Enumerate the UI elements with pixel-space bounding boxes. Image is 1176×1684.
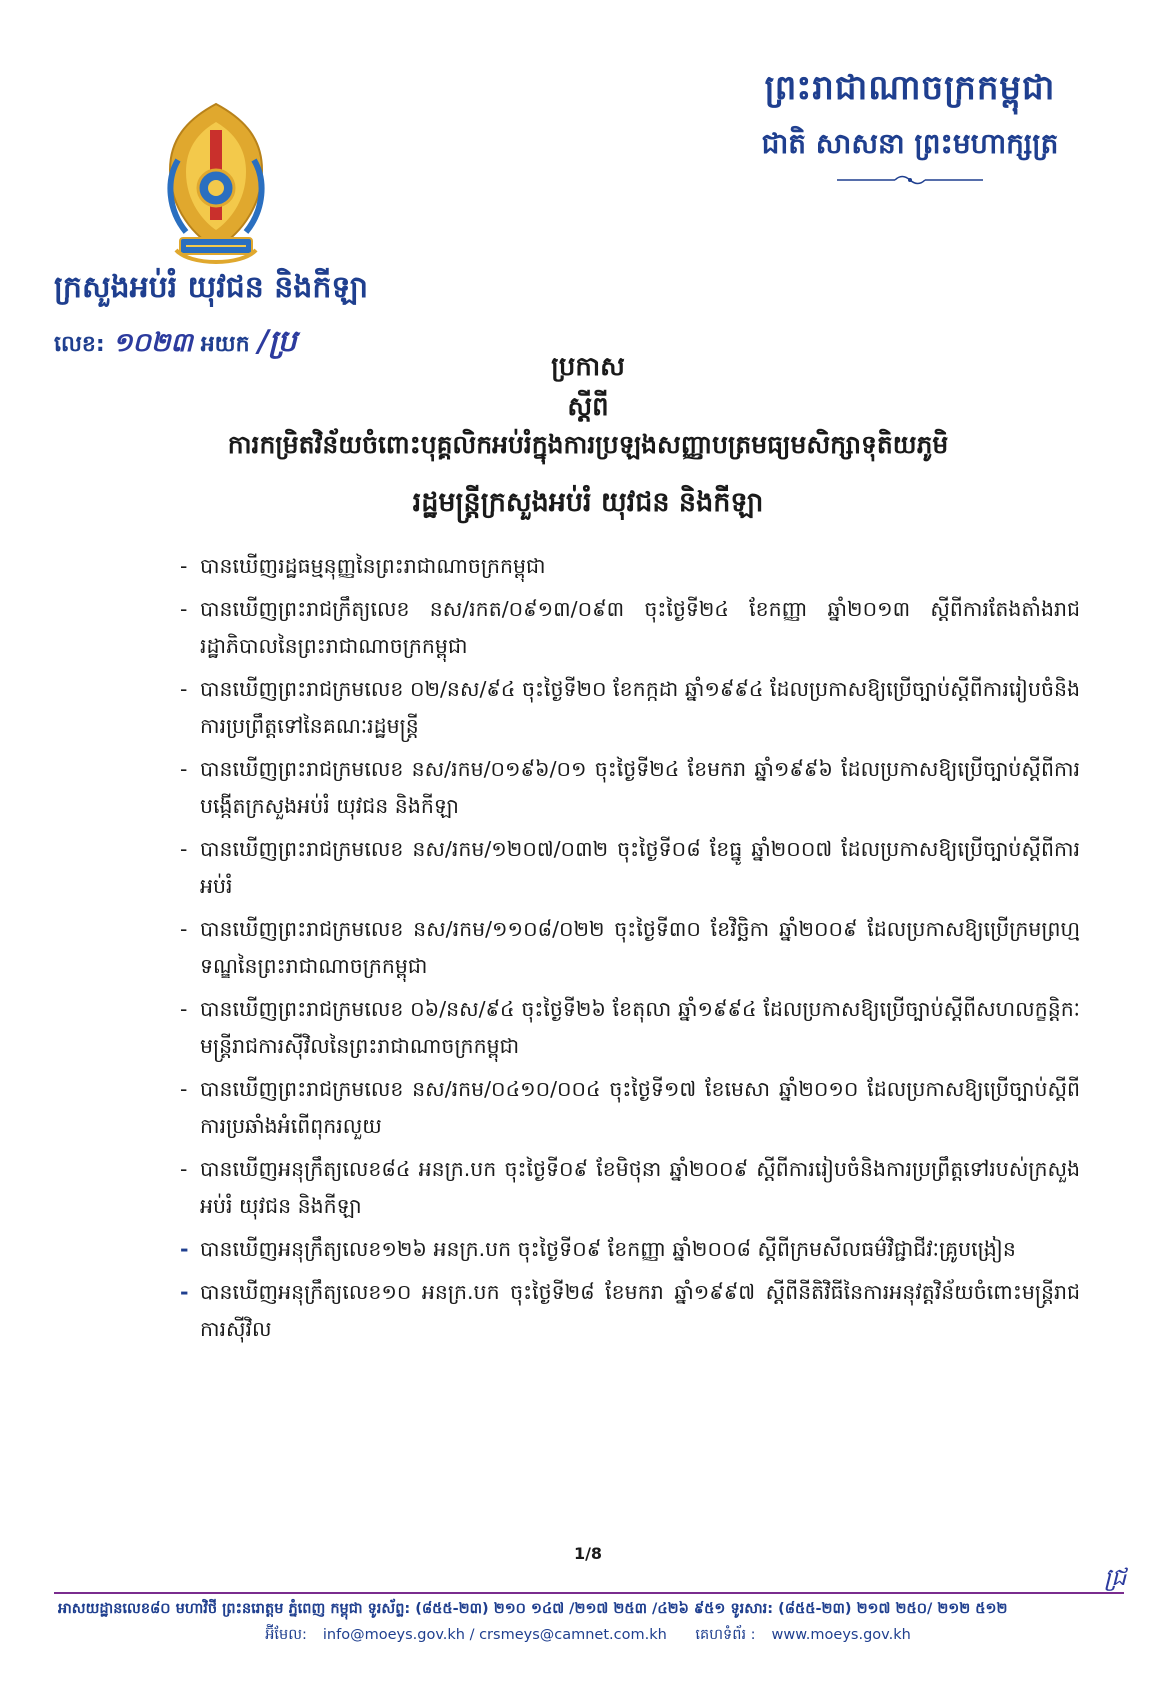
number-label: លេខ:	[54, 332, 105, 357]
list-item: - បានឃើញព្រះរាជក្រឹត្យលេខ នស/រកត/០៩១៣/០៩៣ ចុះថ្ងៃទី២៤ ខែកញ្ញា ឆ្នាំ២០១៣ ស្ដីពីការតែងតាំងរាជរដ្ឋាភិបាលនៃព្រះរាជាណាចក្រកម្ពុជា	[180, 591, 1080, 665]
list-item: - បានឃើញព្រះរាជក្រមលេខ នស/រកម/១១០៨/០២២ ចុះថ្ងៃទី៣០ ខែវិច្ឆិកា ឆ្នាំ២០០៩ ដែលប្រកាសឱ្យប្រើក្រមព្រហ្មទណ្ឌនៃព្រះរាជាណាចក្រកម្ពុជា	[180, 911, 1080, 985]
kingdom-header	[700, 66, 1120, 191]
footer-divider	[54, 1592, 1124, 1594]
issuer-title: រដ្ឋមន្ត្រីក្រសួងអប់រំ យុវជន និងកីឡា	[412, 487, 764, 518]
list-item: - បានឃើញព្រះរាជក្រមលេខ នស/រកម/០៤១០/០០៤ ចុះថ្ងៃទី១៧ ខែមេសា ឆ្នាំ២០១០ ដែលប្រកាសឱ្យប្រើច្បាប់ស្ដីពីការប្រឆាំងអំពើពុករលួយ	[180, 1071, 1080, 1145]
list-item: - បានឃើញព្រះរាជក្រមលេខ នស/រកម/១២០៧/០៣២ ចុះថ្ងៃទី០៨ ខែធ្នូ ឆ្នាំ២០០៧ ដែលប្រកាសឱ្យប្រើច្បាប់ស្ដីពីការអប់រំ	[180, 831, 1080, 905]
footer-contact	[0, 1626, 1176, 1647]
considerations-list	[180, 548, 1080, 1354]
email-link[interactable]: info@moeys.gov.kh / crsmeys@camnet.com.kh	[322, 1627, 667, 1643]
ministry-emblem-icon	[156, 100, 276, 272]
footer-address: អាសយដ្ឋានលេខ៨០ មហាវិថី ព្រះនរោត្តម ភ្នំពេញ កម្ពុជា ទូរស័ព្ទ: (៨៥៥-២៣) ២១០ ១៤៧ /២១៧ ២៥៣ /៤២៦ ៩៥១ ទូរសារ: (៨៥៥-២៣) ២១៧ ២៥០/ ២១២ ៥១២	[58, 1601, 1008, 1617]
document-about: ស្ដីពី	[567, 392, 609, 422]
list-item: - បានឃើញអនុក្រឹត្យលេខ៨៤ អនក្រ.បក ចុះថ្ងៃទី០៩ ខែមិថុនា ឆ្នាំ២០០៩ ស្ដីពីការរៀបចំនិងការប្រព្រឹត្តទៅរបស់ក្រសួងអប់រំ យុវជន និងកីឡា	[180, 1151, 1080, 1225]
number-value: ១០២៣	[112, 328, 193, 358]
list-item: - បានឃើញអនុក្រឹត្យលេខ១០ អនក្រ.បក ចុះថ្ងៃទី២៨ ខែមករា ឆ្នាំ១៩៩៧ ស្ដីពីនីតិវិធីនៃការអនុវត្តវិន័យចំពោះមន្ត្រីរាជការស៊ីវិល	[180, 1274, 1080, 1348]
national-motto: ជាតិ សាសនា ព្រះមហាក្សត្រ	[761, 127, 1059, 160]
list-item: - បានឃើញអនុក្រឹត្យលេខ១២៦ អនក្រ.បក ចុះថ្ងៃទី០៩ ខែកញ្ញា ឆ្នាំ២០០៨ ស្ដីពីក្រមសីលធម៌វិជ្ជាជីវៈគ្រូបង្រៀន	[180, 1231, 1080, 1268]
document-type: ប្រកាស	[551, 352, 625, 382]
list-item: - បានឃើញព្រះរាជក្រមលេខ នស/រកម/០១៩៦/០១ ចុះថ្ងៃទី២៤ ខែមករា ឆ្នាំ១៩៩៦ ដែលប្រកាសឱ្យប្រើច្បាប់ស្ដីពីការបង្កើតក្រសួងអប់រំ យុវជន និងកីឡា	[180, 751, 1080, 825]
kingdom-title: ព្រះរាជាណាចក្រកម្ពុជា	[764, 68, 1056, 108]
document-subject: ការកម្រិតវិន័យចំពោះបុគ្គលិកអប់រំក្នុងការប្រឡងសញ្ញាបត្រមធ្យមសិក្សាទុតិយភូមិ	[227, 430, 949, 459]
handwritten-initials: ជ្រ	[1104, 1563, 1127, 1591]
website-link[interactable]: www.moeys.gov.kh	[771, 1627, 911, 1643]
email-label: អ៊ីមែល:	[265, 1627, 307, 1643]
list-item: - បានឃើញព្រះរាជក្រមលេខ ០៦/នស/៩៤ ចុះថ្ងៃទី២៦ ខែតុលា ឆ្នាំ១៩៩៤ ដែលប្រកាសឱ្យប្រើច្បាប់ស្ដីពីសហលក្ខន្តិកៈមន្ត្រីរាជការស៊ីវិលនៃព្រះរាជាណាចក្រកម្ពុជា	[180, 991, 1080, 1065]
website-label: គេហទំព័រ :	[695, 1627, 756, 1643]
number-suffix: អយក	[200, 332, 250, 357]
list-item: - បានឃើញរដ្ឋធម្មនុញ្ញនៃព្រះរាជាណាចក្រកម្ពុជា	[180, 548, 1080, 585]
number-handwritten: /ប្រ	[257, 324, 297, 359]
ornament-divider-icon	[835, 173, 985, 187]
list-item: - បានឃើញព្រះរាជក្រមលេខ ០២/នស/៩៤ ចុះថ្ងៃទី២០ ខែកក្កដា ឆ្នាំ១៩៩៤ ដែលប្រកាសឱ្យប្រើច្បាប់ស្ដីពីការរៀបចំនិងការប្រព្រឹត្តទៅនៃគណៈរដ្ឋមន្ត្រី	[180, 671, 1080, 745]
page-number: 1/8	[573, 1544, 603, 1563]
ministry-name: ក្រសួងអប់រំ យុវជន និងកីឡា	[54, 270, 369, 305]
